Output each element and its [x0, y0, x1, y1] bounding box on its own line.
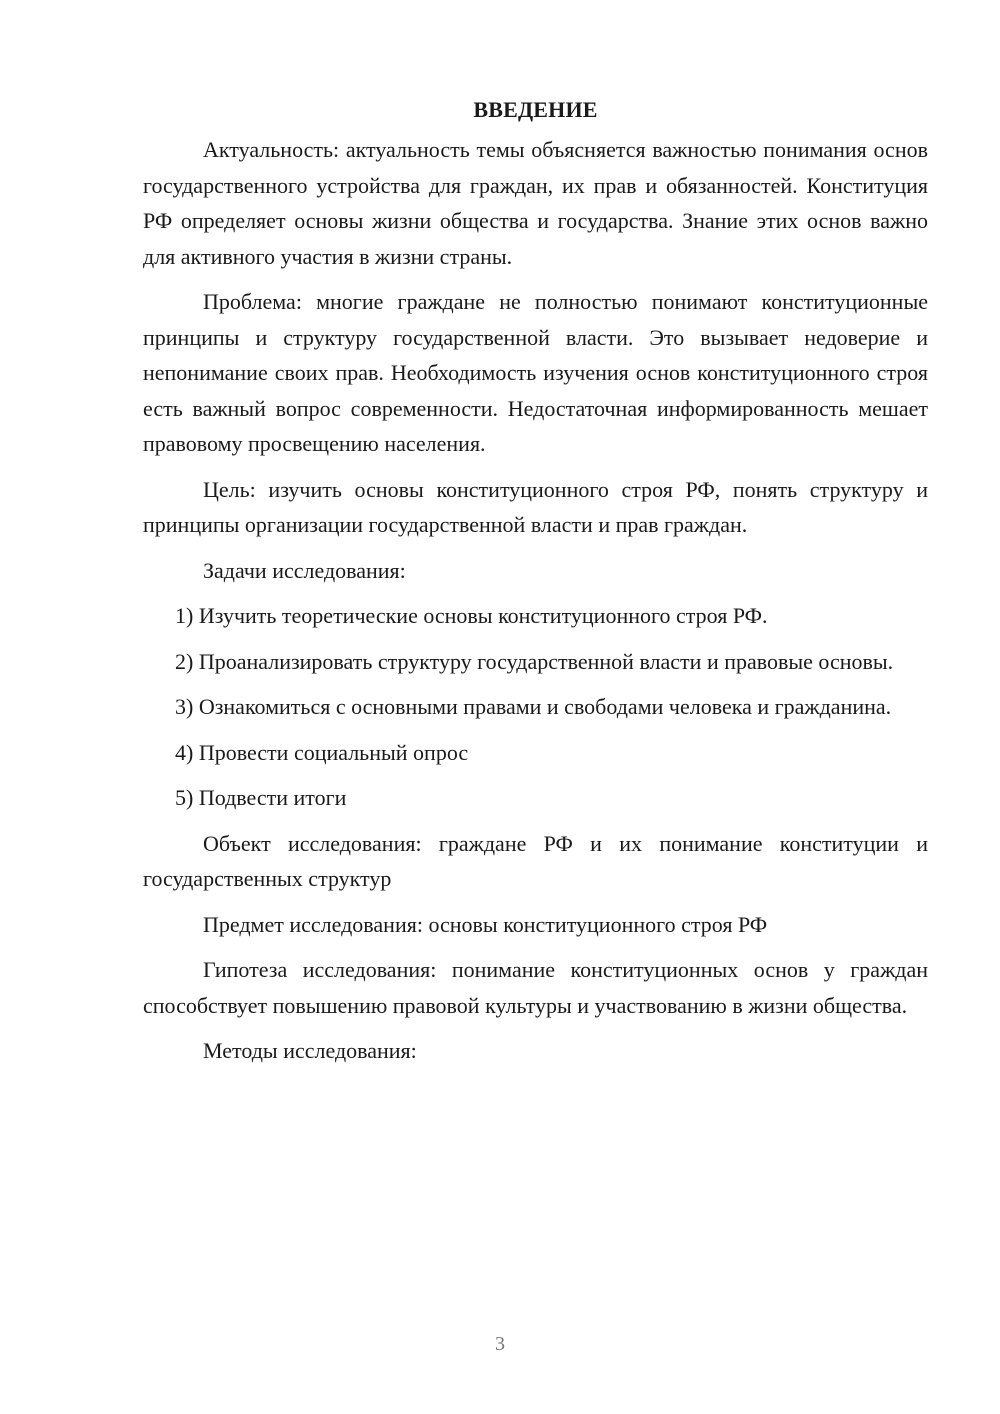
paragraph-problem: Проблема: многие граждане не полностью понимают конституционные принципы и структуру государственной власти. Это вызывает недоверие и непонимание своих прав. Необходимость изучения основ конституционного строя есть важный вопрос современности. Недостаточная информированность мешает правовому просвещению населения.	[143, 289, 928, 456]
paragraph-hypothesis: Гипотеза исследования: понимание конституционных основ у граждан способствует повышению правовой культуры и участвованию в жизни общества.	[143, 957, 928, 1018]
list-item-task-4: 4) Провести социальный опрос	[175, 739, 469, 765]
paragraph-goal: Цель: изучить основы конституционного строя РФ, понять структуру и принципы организации государственной власти и прав граждан.	[143, 476, 928, 537]
paragraph-tasks-heading: Задачи исследования:	[203, 557, 406, 583]
paragraph-object: Объект исследования: граждане РФ и их понимание конституции и государственных структур	[143, 830, 928, 891]
paragraph-relevance: Актуальность: актуальность темы объясняется важностью понимания основ государственного устройства для граждан, их прав и обязанностей. Конституция РФ определяет основы жизни общества и государства. Знание этих основ важно для активного участия в жизни страны.	[143, 137, 928, 269]
list-item-task-2: 2) Проанализировать структуру государственной власти и правовые основы.	[175, 648, 894, 674]
paragraph-subject: Предмет исследования: основы конституционного строя РФ	[203, 911, 768, 937]
page-number: 3	[495, 1333, 505, 1355]
document-page	[143, 92, 928, 1079]
list-item-task-1: 1) Изучить теоретические основы конституционного строя РФ.	[175, 603, 768, 628]
paragraph-methods: Методы исследования:	[203, 1038, 417, 1063]
page-title: ВВЕДЕНИЕ	[473, 97, 598, 122]
list-item-task-5: 5) Подвести итоги	[175, 785, 347, 810]
list-item-task-3: 3) Ознакомиться с основными правами и свободами человека и гражданина.	[175, 694, 892, 719]
